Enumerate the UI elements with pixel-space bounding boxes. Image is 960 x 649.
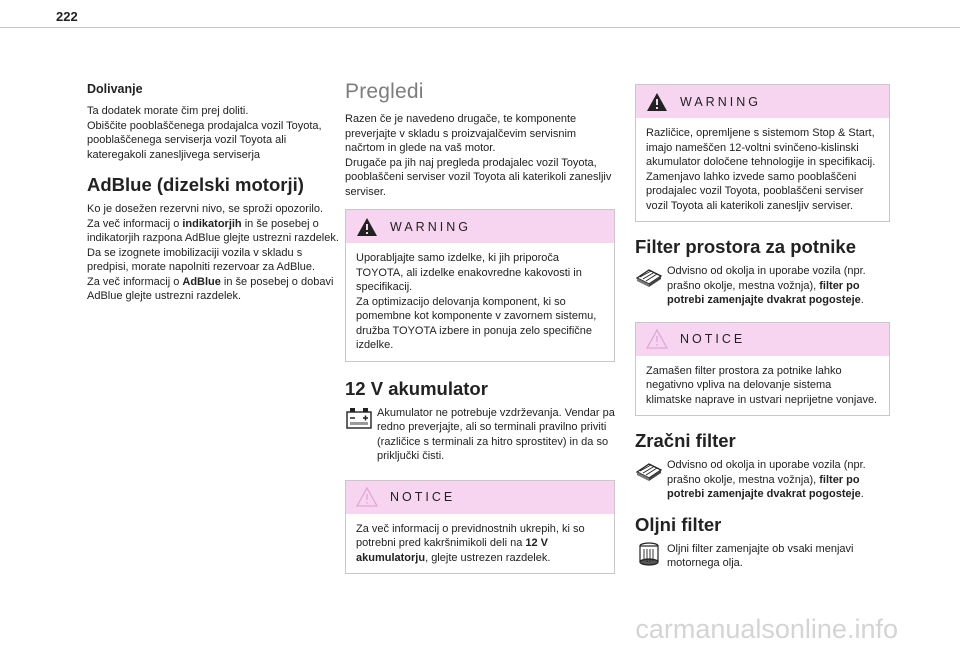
text-dolivanje: Ta dodatek morate čim prej doliti. Obiščite pooblaščenega prodajalca vozil Toyota, pooblaščenega serviserja vozil Toyota ali kateregakoli zanesljivega serviserja (87, 105, 322, 161)
notice-box-2 (635, 322, 890, 417)
text-zracni-filter: Odvisno od okolja in uporabe vozila (npr. prašno okolje, mestna vožnja), filter po potrebi zamenjajte dvakrat pogosteje. (667, 459, 866, 500)
notice-label: NOTICE (390, 490, 456, 504)
text-adblue: Ko je dosežen rezervni nivo, se sproži opozorilo. Za več informacij o indikatorjih in še posebej o indikatorjih razpona AdBlue glejte ustrezni razdelek. Da se izognete imobilizaciji vozila v skladu s predpisi, morate napolniti rezervoar za AdBlue. Za več informacij o AdBlue in še posebej o dobavi AdBlue glejte ustrezni razdelek. (87, 203, 339, 302)
air-filter-icon (635, 458, 663, 482)
warning-icon (646, 92, 668, 112)
heading-pregledi: Pregledi (345, 80, 424, 103)
watermark: carmanualsonline.info (635, 614, 898, 644)
page-number: 222 (56, 9, 78, 24)
column-2 (345, 70, 615, 586)
text-akumulator: Akumulator ne potrebuje vzdrževanja. Vendar pa redno preverjajte, ali so terminali pravilno priviti (različice s terminali za hitro sprostitev) in da so priključki čisti. (377, 406, 615, 462)
warning-box (345, 209, 615, 362)
warning-box-2 (635, 84, 890, 222)
notice-text: Za več informacij o previdnostnih ukrepih, ki so potrebni pred kakršnimikoli deli na 12 V akumulatorju, glejte ustrezen razdelek. (356, 522, 585, 564)
heading-oljni-filter: Oljni filter (635, 513, 722, 535)
oil-filter-icon (635, 542, 663, 566)
warning-label: WARNING (390, 219, 471, 234)
heading-adblue: AdBlue (dizelski motorji) (87, 174, 304, 195)
warning-header (346, 210, 614, 243)
cabin-filter-icon (635, 264, 663, 288)
heading-zracni-filter: Zračni filter (635, 430, 736, 451)
warning-text-2: Različice, opremljene s sistemom Stop & Start, imajo nameščen 12-voltni svinčeno-kislinski akumulator določene tehnologije in specifikacij. Zamenjavo lahko izvede samo pooblaščeni prodajalec vozil Toyota, pooblaščeni serviser vozil Toyota ali katerikoli zanesljiv serviser. (646, 127, 876, 212)
warning-icon (356, 217, 378, 237)
notice-header (346, 481, 614, 514)
notice-text-2: Zamašen filter prostora za potnike lahko negativno vpliva na delovanje sistema klimatske naprave in ustvari neprijetne vonjave. (646, 364, 878, 406)
notice-icon (356, 487, 378, 507)
top-rule (0, 27, 960, 28)
warning-label-2: WARNING (680, 94, 761, 109)
notice-header-2 (636, 323, 889, 356)
heading-akumulator: 12 V akumulator (345, 377, 488, 399)
warning-text: Uporabljajte samo izdelke, ki jih priporoča TOYOTA, ali izdelke enakovredne kakovosti in specifikacij. Za optimizacijo delovanja komponent, ki so pomembne kot komponente v zavornem sistemu, družba TOYOTA izbere in ponuja zelo specifične izdelke. (356, 252, 597, 351)
text-pregledi: Razen če je navedeno drugače, te komponente preverjajte v skladu s proizvajalčevim servisnim načrtom in glede na vaš motor. Drugače pa jih naj pregleda prodajalec vozil Toyota, pooblaščeni serviser vozil Toyota ali katerikoli zanesljiv serviser. (345, 113, 612, 198)
column-1 (87, 70, 342, 304)
text-filter-potnike: Odvisno od okolja in uporabe vozila (npr. prašno okolje, mestna vožnja), filter po potrebi zamenjajte dvakrat pogosteje. (667, 265, 866, 306)
heading-dolivanje: Dolivanje (87, 82, 143, 96)
notice-icon (646, 329, 668, 349)
notice-box (345, 480, 615, 575)
battery-icon (345, 406, 373, 430)
notice-label-2: NOTICE (680, 332, 746, 346)
text-oljni-filter: Oljni filter zamenjajte ob vsaki menjavi motornega olja. (667, 542, 854, 569)
column-3 (635, 74, 890, 571)
heading-filter-potnike: Filter prostora za potnike (635, 236, 857, 257)
warning-header-2 (636, 85, 889, 118)
